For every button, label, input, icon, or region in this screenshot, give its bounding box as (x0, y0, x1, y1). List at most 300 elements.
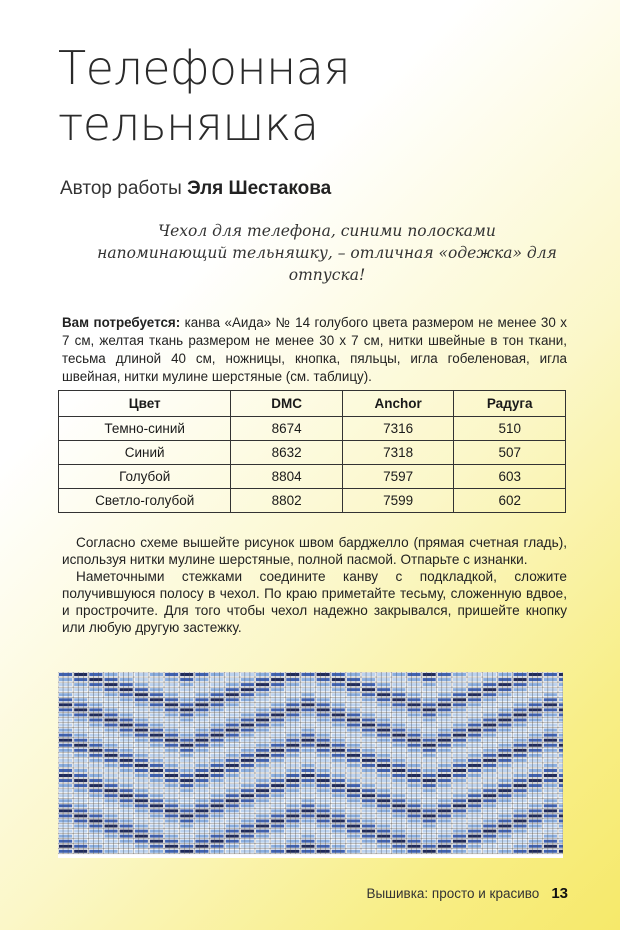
stitch (332, 678, 345, 681)
stitch (347, 703, 360, 706)
stitch (74, 794, 87, 797)
stitch (211, 804, 224, 807)
stitch (226, 769, 239, 772)
stitch (211, 698, 224, 701)
stitch (286, 683, 299, 686)
stitch (104, 739, 117, 742)
stitch (286, 759, 299, 762)
stitch (241, 683, 254, 686)
stitch (468, 683, 481, 686)
stitch (195, 698, 208, 701)
stitch (544, 819, 557, 822)
stitch (241, 784, 254, 787)
stitch (120, 789, 133, 792)
stitch (241, 804, 254, 807)
stitch (529, 804, 542, 807)
stitch (498, 764, 511, 767)
stitch (317, 789, 330, 792)
stitch (498, 825, 511, 828)
stitch (286, 794, 299, 797)
stitch (483, 835, 496, 838)
stitch (407, 825, 420, 828)
stitch (362, 688, 375, 691)
stitch (514, 744, 527, 747)
stitch (332, 673, 345, 676)
stitch (150, 724, 163, 727)
stitch (120, 809, 133, 812)
stitch (256, 840, 269, 843)
stitch (211, 814, 224, 817)
materials-list: канва «Аида» № 14 голубого цвета размером не менее 30 x 7 см, желтая ткань размером не менее 30 x 7 см, нитки швейные в тон ткани, тесьма длиной 40 см, ножницы, кнопка, пяльцы, игла гобеленовая, игла швейная, нитки мулине шерстяные (см. таблицу). (62, 315, 567, 384)
stitch (438, 713, 451, 716)
stitch (317, 698, 330, 701)
stitch (271, 673, 284, 676)
stitch (286, 724, 299, 727)
stitch (317, 724, 330, 727)
stitch (165, 698, 178, 701)
scheme-grid (58, 672, 563, 858)
stitch (317, 754, 330, 757)
stitch (271, 830, 284, 833)
stitch (195, 693, 208, 696)
stitch (317, 749, 330, 752)
stitch (226, 708, 239, 711)
stitch (559, 799, 563, 802)
stitch (135, 734, 148, 737)
stitch (286, 744, 299, 747)
stitch (180, 718, 193, 721)
stitch (120, 799, 133, 802)
stitch (498, 708, 511, 711)
stitch (317, 703, 330, 706)
stitch (226, 734, 239, 737)
table-row (59, 465, 566, 489)
stitch (559, 779, 563, 782)
stitch (74, 799, 87, 802)
stitch (468, 799, 481, 802)
stitch (529, 774, 542, 777)
stitch (226, 754, 239, 757)
stitch (423, 744, 436, 747)
stitch (514, 678, 527, 681)
stitch (453, 734, 466, 737)
stitch (180, 845, 193, 848)
stitch (195, 713, 208, 716)
stitch (104, 840, 117, 843)
stitch (317, 718, 330, 721)
stitch (529, 754, 542, 757)
stitch (544, 799, 557, 802)
stitch (120, 845, 133, 848)
stitch (165, 845, 178, 848)
stitch (59, 739, 72, 742)
stitch (271, 703, 284, 706)
stitch (317, 830, 330, 833)
stitch (104, 734, 117, 737)
stitch (347, 774, 360, 777)
stitch (514, 683, 527, 686)
stitch (332, 744, 345, 747)
stitch (468, 688, 481, 691)
stitch (165, 830, 178, 833)
stitch (514, 739, 527, 742)
stitch (211, 830, 224, 833)
stitch (347, 835, 360, 838)
stitch (317, 845, 330, 848)
stitch (407, 845, 420, 848)
stitch (514, 825, 527, 828)
stitch (559, 825, 563, 828)
stitch (59, 764, 72, 767)
stitch (104, 830, 117, 833)
stitch (120, 825, 133, 828)
stitch (468, 789, 481, 792)
stitch (559, 678, 563, 681)
stitch (226, 784, 239, 787)
stitch (423, 830, 436, 833)
stitch (423, 759, 436, 762)
stitch (286, 688, 299, 691)
stitch (301, 729, 314, 732)
stitch (468, 703, 481, 706)
stitch (135, 698, 148, 701)
stitch (438, 708, 451, 711)
stitch (362, 840, 375, 843)
stitch (468, 850, 481, 853)
stitch (529, 850, 542, 853)
stitch (362, 713, 375, 716)
stitch (241, 779, 254, 782)
stitch (438, 744, 451, 747)
stitch (150, 784, 163, 787)
stitch (392, 769, 405, 772)
stitch (559, 774, 563, 777)
stitch (423, 718, 436, 721)
stitch (438, 850, 451, 853)
stitch (362, 845, 375, 848)
stitch (89, 774, 102, 777)
stitch (104, 729, 117, 732)
stitch (468, 759, 481, 762)
stitch (180, 759, 193, 762)
stitch (89, 799, 102, 802)
stitch (362, 678, 375, 681)
stitch (256, 703, 269, 706)
stitch (514, 688, 527, 691)
stitch (226, 683, 239, 686)
stitch (150, 819, 163, 822)
stitch (120, 693, 133, 696)
stitch (135, 835, 148, 838)
stitch (271, 819, 284, 822)
stitch (347, 830, 360, 833)
stitch (377, 845, 390, 848)
stitch (241, 708, 254, 711)
stitch (468, 784, 481, 787)
stitch (544, 724, 557, 727)
stitch (74, 835, 87, 838)
stitch (544, 840, 557, 843)
stitch (120, 678, 133, 681)
stitch (483, 850, 496, 853)
stitch (544, 764, 557, 767)
stitch (498, 840, 511, 843)
stitch (544, 683, 557, 686)
stitch (392, 840, 405, 843)
stitch (195, 703, 208, 706)
stitch (347, 840, 360, 843)
stitch (195, 729, 208, 732)
stitch (256, 734, 269, 737)
stitch (120, 683, 133, 686)
stitch (211, 819, 224, 822)
stitch (377, 749, 390, 752)
stitch (271, 693, 284, 696)
stitch (438, 799, 451, 802)
stitch (317, 774, 330, 777)
stitch (135, 713, 148, 716)
stitch (438, 804, 451, 807)
stitch (180, 819, 193, 822)
stitch (286, 784, 299, 787)
stitch (544, 850, 557, 853)
stitch (150, 769, 163, 772)
stitch (59, 814, 72, 817)
stitch (529, 724, 542, 727)
stitch (301, 774, 314, 777)
stitch (135, 819, 148, 822)
stitch (392, 693, 405, 696)
stitch (104, 804, 117, 807)
stitch (468, 845, 481, 848)
stitch (392, 814, 405, 817)
stitch (377, 693, 390, 696)
stitch (332, 754, 345, 757)
materials-label: Вам потребуется: (62, 315, 181, 330)
stitch (377, 779, 390, 782)
stitch (392, 835, 405, 838)
stitch (286, 703, 299, 706)
stitch (544, 744, 557, 747)
stitch (150, 794, 163, 797)
stitch (392, 799, 405, 802)
stitch (135, 693, 148, 696)
stitch (468, 764, 481, 767)
stitch (438, 840, 451, 843)
stitch (529, 749, 542, 752)
stitch (529, 683, 542, 686)
stitch (104, 749, 117, 752)
stitch (226, 713, 239, 716)
stitch (498, 683, 511, 686)
stitch (150, 678, 163, 681)
stitch (150, 739, 163, 742)
stitch (483, 784, 496, 787)
stitch (211, 713, 224, 716)
stitch (423, 724, 436, 727)
stitch (135, 678, 148, 681)
stitch (407, 799, 420, 802)
stitch (529, 703, 542, 706)
stitch (514, 799, 527, 802)
stitch (195, 759, 208, 762)
stitch (362, 744, 375, 747)
stitch (120, 779, 133, 782)
stitch (377, 814, 390, 817)
stitch (559, 804, 563, 807)
stitch (74, 744, 87, 747)
stitch (104, 718, 117, 721)
stitch (301, 779, 314, 782)
stitch (468, 840, 481, 843)
stitch (362, 754, 375, 757)
stitch (559, 789, 563, 792)
table-header-cell: Радуга (454, 391, 566, 417)
stitch (211, 749, 224, 752)
stitch (226, 799, 239, 802)
stitch (286, 769, 299, 772)
stitch (301, 804, 314, 807)
stitch (347, 779, 360, 782)
stitch (165, 688, 178, 691)
stitch (74, 713, 87, 716)
stitch (317, 713, 330, 716)
stitch (377, 809, 390, 812)
stitch (332, 809, 345, 812)
stitch (59, 749, 72, 752)
stitch (559, 673, 563, 676)
stitch (104, 713, 117, 716)
stitch (165, 739, 178, 742)
stitch (256, 814, 269, 817)
stitch (468, 693, 481, 696)
stitch (165, 713, 178, 716)
stitch (104, 779, 117, 782)
stitch (377, 708, 390, 711)
stitch (438, 739, 451, 742)
stitch (498, 749, 511, 752)
stitch (407, 819, 420, 822)
stitch (362, 724, 375, 727)
stitch (362, 774, 375, 777)
stitch (135, 769, 148, 772)
stitch (286, 809, 299, 812)
stitch (483, 744, 496, 747)
stitch (317, 799, 330, 802)
stitch (135, 718, 148, 721)
stitch (468, 744, 481, 747)
stitch (226, 744, 239, 747)
stitch (74, 703, 87, 706)
stitch (301, 799, 314, 802)
stitch (286, 840, 299, 843)
stitch (483, 718, 496, 721)
stitch (241, 774, 254, 777)
stitch (362, 703, 375, 706)
stitch (120, 814, 133, 817)
stitch (195, 819, 208, 822)
table-header-cell: DMC (231, 391, 343, 417)
stitch (438, 718, 451, 721)
stitch (347, 794, 360, 797)
stitch (407, 754, 420, 757)
stitch (59, 734, 72, 737)
stitch (362, 739, 375, 742)
stitch (468, 835, 481, 838)
stitch (180, 804, 193, 807)
stitch (332, 774, 345, 777)
stitch (271, 789, 284, 792)
stitch (241, 703, 254, 706)
stitch (332, 688, 345, 691)
stitch (438, 769, 451, 772)
stitch (241, 764, 254, 767)
stitch (407, 804, 420, 807)
stitch (423, 789, 436, 792)
stitch (468, 804, 481, 807)
table-cell: 7318 (342, 441, 454, 465)
stitch (377, 703, 390, 706)
stitch (180, 678, 193, 681)
stitch (362, 693, 375, 696)
stitch (559, 739, 563, 742)
stitch (286, 779, 299, 782)
stitch (453, 678, 466, 681)
stitch (407, 784, 420, 787)
stitch (544, 794, 557, 797)
stitch (135, 825, 148, 828)
stitch (438, 673, 451, 676)
stitch (317, 850, 330, 853)
stitch (286, 789, 299, 792)
stitch (407, 724, 420, 727)
stitch (211, 739, 224, 742)
stitch (241, 794, 254, 797)
stitch (150, 759, 163, 762)
stitch (59, 809, 72, 812)
stitch (453, 840, 466, 843)
stitch (256, 784, 269, 787)
stitch (150, 789, 163, 792)
stitch (362, 830, 375, 833)
stitch (150, 830, 163, 833)
stitch (529, 673, 542, 676)
stitch (180, 769, 193, 772)
stitch (514, 850, 527, 853)
stitch (226, 779, 239, 782)
stitch (59, 744, 72, 747)
stitch (135, 729, 148, 732)
stitch (332, 845, 345, 848)
stitch (195, 688, 208, 691)
stitch (301, 809, 314, 812)
stitch (407, 678, 420, 681)
stitch (271, 774, 284, 777)
stitch (74, 789, 87, 792)
stitch (423, 845, 436, 848)
stitch (59, 754, 72, 757)
stitch (362, 769, 375, 772)
stitch (301, 819, 314, 822)
stitch (226, 814, 239, 817)
stitch (104, 774, 117, 777)
stitch (544, 784, 557, 787)
stitch (559, 819, 563, 822)
stitch (544, 734, 557, 737)
stitch (74, 678, 87, 681)
stitch (498, 739, 511, 742)
stitch (301, 678, 314, 681)
